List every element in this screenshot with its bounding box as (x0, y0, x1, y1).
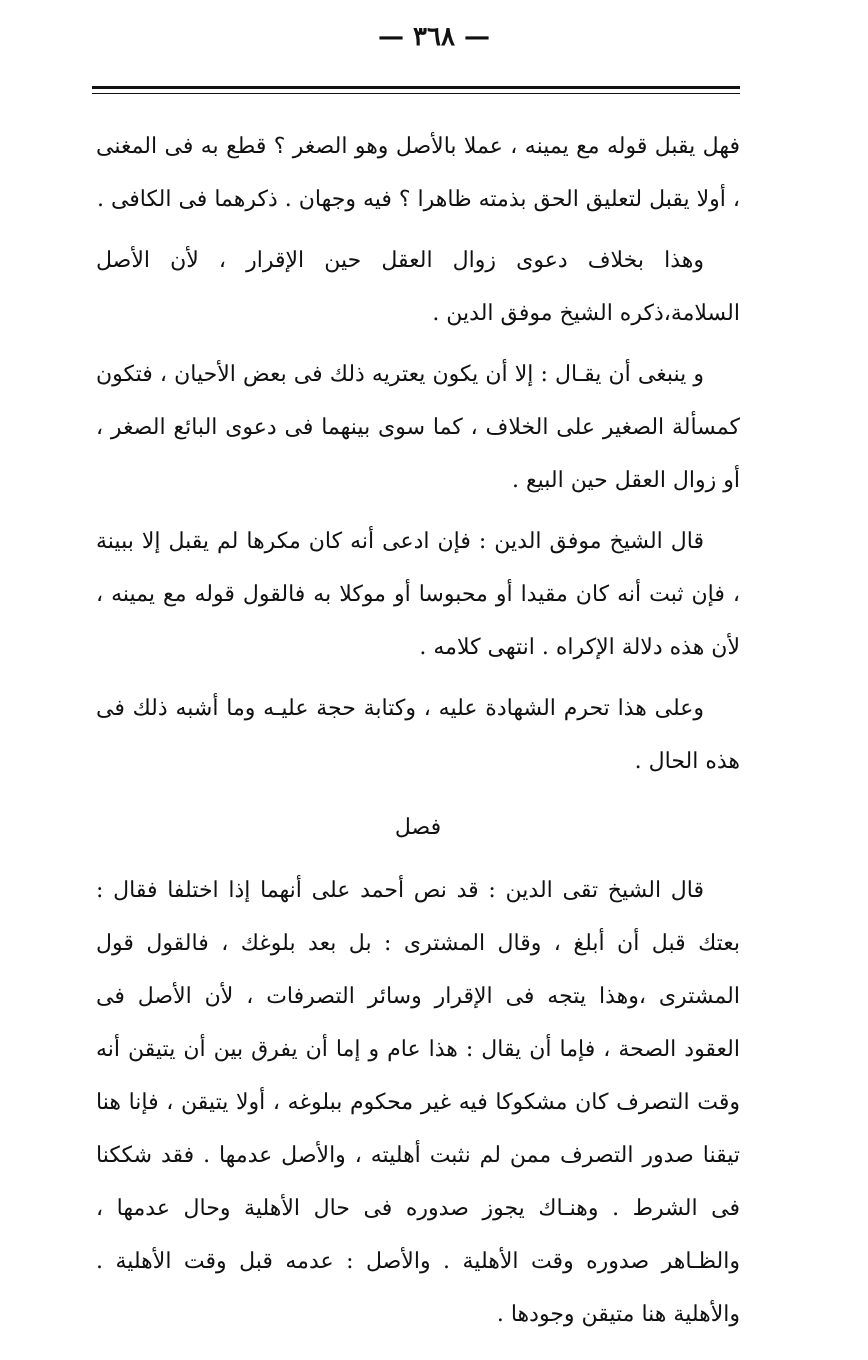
paragraph-5: وعلى هذا تحرم الشهادة عليه ، وكتابة حجة عليـه وما أشبه ذلك فى هذه الحال . (96, 696, 740, 774)
section-paragraph: قال الشيخ تقى الدين : قد نص أحمد على أنهما إذا اختلفا فقال : بعتك قبل أن أبلغ ، وقال المشترى : بل بعد بلوغك ، فالقول قول المشترى ،وهذا يتجه فى الإقرار وسائر التصرفات ، لأن الأصل فى العقود الصحة ، فإما أن يقال : هذا عام و إما أن يفرق بين أن يتيقن أنه وقت التصرف كان مشكوكا فيه غير محكوم ببلوغه ، أولا يتيقن ، فإنا هنا تيقنا صدور التصرف ممن لم نثبت أهليته ، والأصل عدمها . فقد شككنا فى الشرط . وهنـاك يجوز صدوره فى حال الأهلية وحال عدمها ، والظـاهر صدوره وقت الأهلية . والأصل : عدمه قبل وقت الأهلية . والأهلية هنا متيقن وجودها . (96, 878, 740, 1327)
paragraph-1: فهل يقبل قوله مع يمينه ، عملا بالأصل وهو الصغر ؟ قطع به فى المغنى ، أولا يقبل لتعليق الحق بذمته ظاهرا ؟ فيه وجهان . ذكرهما فى الكافى . (96, 134, 740, 212)
main-text (96, 120, 740, 1349)
header-rule-thin (92, 93, 740, 94)
paragraph-2: وهذا بخلاف دعوى زوال العقل حين الإقرار ، لأن الأصل السلامة،ذكره الشيخ موفق الدين . (96, 248, 740, 326)
header-rule-thick (92, 86, 740, 89)
section-heading: فصل (394, 815, 442, 840)
page-number: — ٣٦٨ — (377, 22, 491, 52)
paragraph-4: قال الشيخ موفق الدين : فإن ادعى أنه كان مكرها لم يقبل إلا ببينة ، فإن ثبت أنه كان مقيدا أو محبوسا أو موكلا به فالقول قوله مع يمينه ، لأن هذه دلالة الإكراه . انتهى كلامه . (96, 529, 740, 660)
paragraph-3: و ينبغى أن يقـال : إلا أن يكون يعتريه ذلك فى بعض الأحيان ، فتكون كمسألة الصغير على الخلاف ، كما سوى بينهما فى دعوى البائع الصغر ، أو زوال العقل حين البيع . (96, 362, 740, 493)
